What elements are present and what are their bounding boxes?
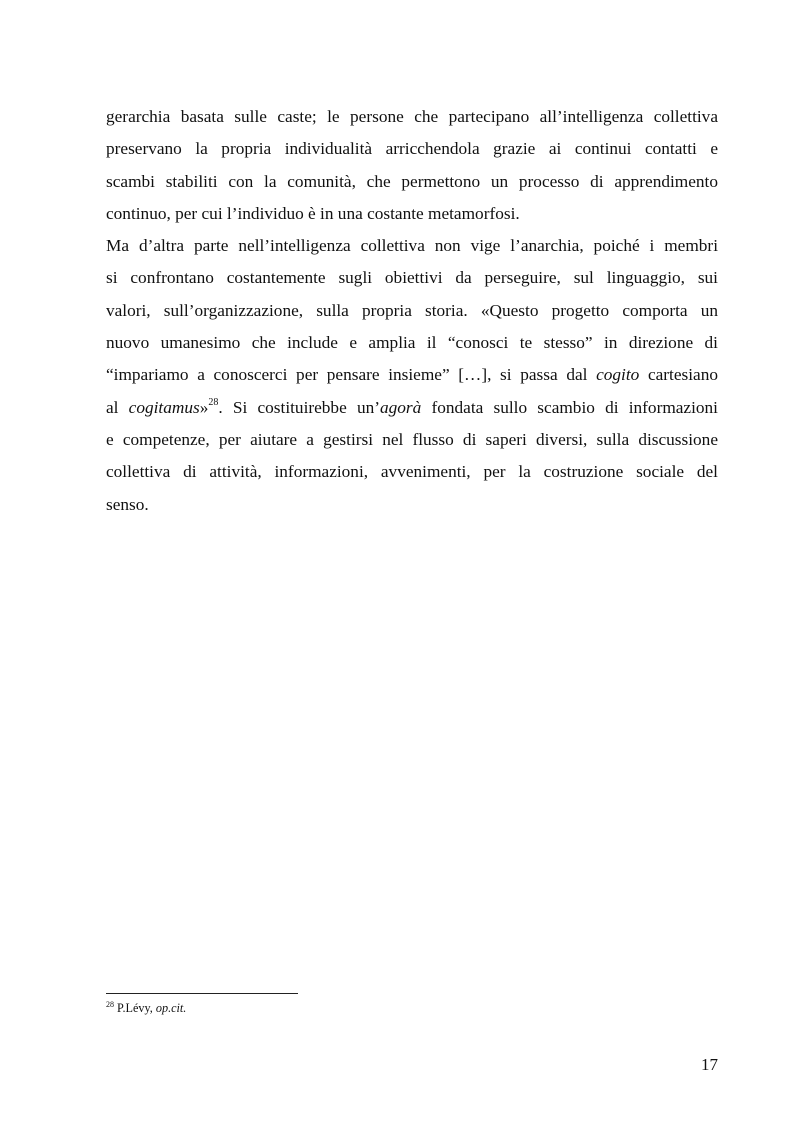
footnote-number: 28 [106,1000,114,1009]
text-segment: cartesiano [639,365,718,385]
text-line: Ma d’altra parte nell’intelligenza collettiva non vige l’anarchia, poiché i membri [106,236,718,256]
text-segment: fondata sullo scambio di informazioni [421,397,718,417]
italic-term: cogitamus [128,397,200,417]
italic-term: cogito [596,365,640,385]
footnote [106,1001,186,1016]
footnote-separator [106,993,298,994]
footnote-reference[interactable]: 28 [208,396,219,408]
text-line: collettiva di attività, informazioni, avvenimenti, per la costruzione sociale del [106,462,718,482]
text-segment: . Si costituirebbe un’ [218,397,380,417]
paragraph-2 [106,230,718,521]
text-line: e competenze, per aiutare a gestirsi nel flusso di saperi diversi, sulla discussione [106,429,718,449]
paragraph-1 [106,101,718,230]
text-segment: “impariamo a conoscerci per pensare insieme” […], si passa dal [106,365,597,385]
text-line: preservano la propria individualità arricchendola grazie ai continui contatti e [106,139,718,159]
text-line: si confrontano costantemente sugli obiettivi da perseguire, sul linguaggio, sui [106,268,718,288]
text-line: senso. [106,494,149,514]
text-line: nuovo umanesimo che include e amplia il “conosci te stesso” in direzione di [106,333,718,353]
text-line: valori, sull’organizzazione, sulla propria storia. «Questo progetto comporta un [106,300,718,320]
text-segment: » [199,397,209,417]
footnote-author: P.Lévy, [114,1001,156,1015]
footnote-citation: op.cit. [155,1001,187,1015]
italic-term: agorà [379,397,422,417]
main-text [106,101,718,521]
text-segment: al [106,397,129,417]
text-line: scambi stabiliti con la comunità, che permettono un processo di apprendimento [106,171,718,191]
text-line: gerarchia basata sulle caste; le persone che partecipano all’intelligenza collettiva [106,107,718,126]
text-line [106,359,718,391]
text-line [106,392,718,424]
text-line: continuo, per cui l’individuo è in una costante metamorfosi. [106,203,520,223]
page-number: 17 [701,1055,718,1074]
